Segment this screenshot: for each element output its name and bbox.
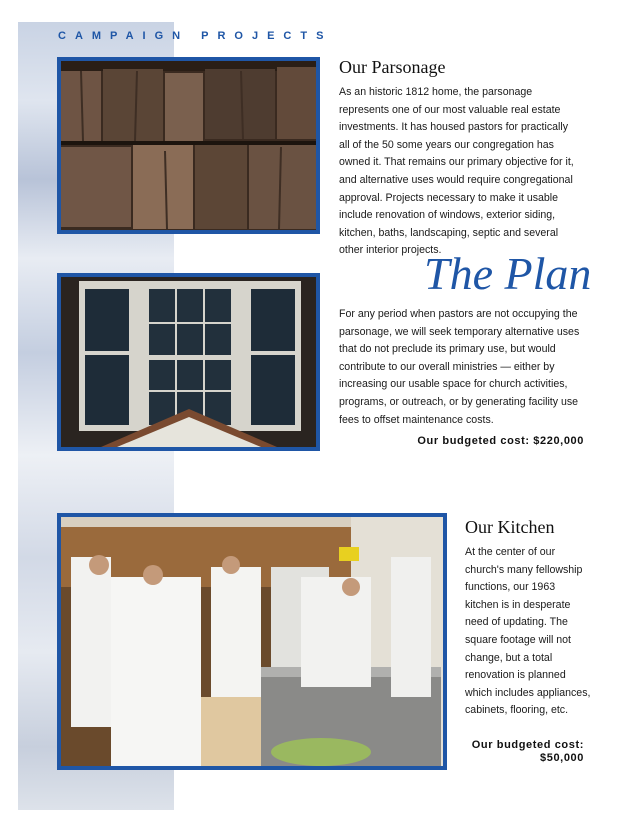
kitchen-paragraph: At the center of our church's many fellowship functions, our 1963 kitchen is in desperate need of updating. The square footage will not change, but a total renovation is planned which includes appliances, cabinets, flooring, etc. (465, 546, 591, 717)
plan-paragraph: For any period when pastors are not occupying the parsonage, we will seek temporary alternative uses that do not preclude its primary use, but would contribute to our overall ministries — either by increasing our usable space for church activities, programs, or outreach, or by generating facility use fees to offset maintenance costs. (339, 308, 580, 426)
plan-title: The Plan (424, 248, 592, 299)
parsonage-heading: Our Parsonage (339, 57, 446, 77)
kitchen-heading: Our Kitchen (465, 517, 555, 537)
kitchen-photo (57, 513, 447, 770)
window-photo (57, 273, 320, 451)
kitchen-cost-label: Our budgeted cost: (471, 739, 584, 751)
parsonage-paragraph: As an historic 1812 home, the parsonage represents one of our most valuable real estate investments. It has housed pastors for practically all of the 50 some years our congregation has owned it. That remains our primary objective for it, and alternative uses would require congregational approval. Projects necessary to make it usable include renovation of windows, exterior siding, kitchen, baths, landscaping, septic and several other interior projects. (339, 86, 574, 257)
section-header: CAMPAIGN PROJECTS (58, 30, 333, 42)
kitchen-cost-value: $50,000 (540, 752, 584, 764)
shingles-photo (57, 57, 320, 234)
plan-cost: Our budgeted cost: $220,000 (417, 435, 584, 447)
